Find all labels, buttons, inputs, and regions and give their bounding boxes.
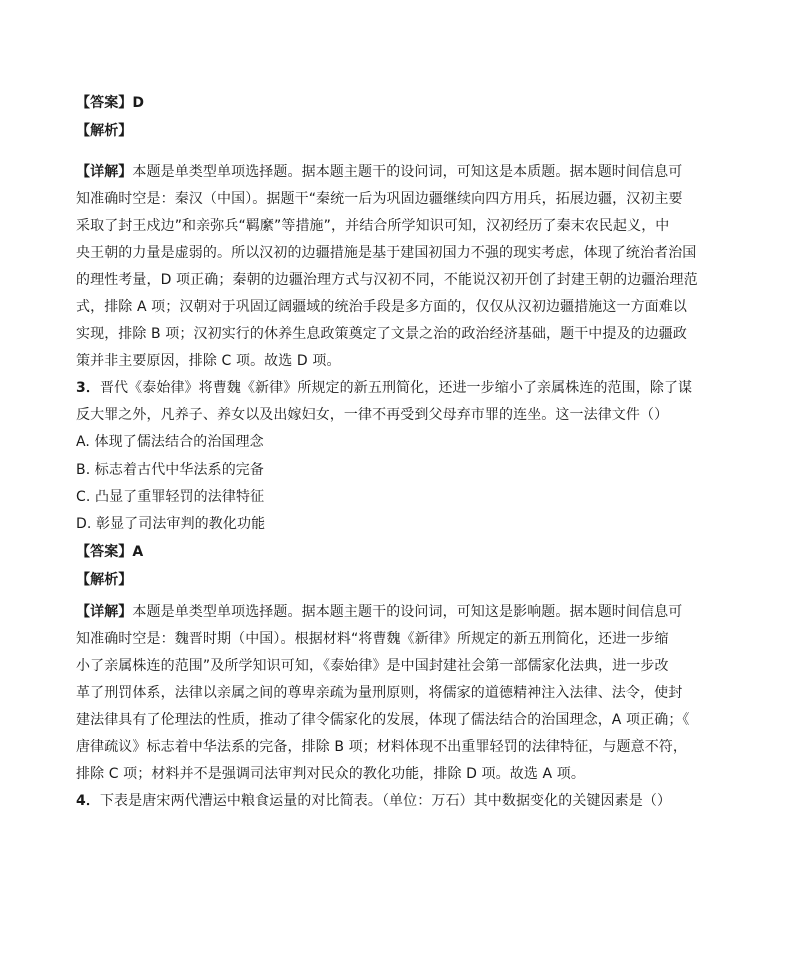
q3-answer <box>76 542 716 562</box>
q3-detail-line-3: 小了亲属株连的范围”及所学知识可知，《泰始律》是中国封建社会第一部儒家化法典，进一步改 <box>76 658 669 674</box>
q2-detail-line-3: 采取了封王戍边”和亲弥兵“羁縻”等措施”，并结合所学知识可知，汉初经历了秦末农民起义，中 <box>76 218 670 234</box>
q4-stem: 4．下表是唐宋两代漕运中粮食运量的对比简表。（单位：万石）其中数据变化的关键因素是（） <box>76 793 672 809</box>
q3-option-d: D. 彰显了司法审判的教化功能 <box>76 516 266 532</box>
q2-detail-line-8: 策并非主要原因，排除 C 项。故选 D 项。 <box>76 353 341 369</box>
q3-stem-line-1: 3．晋代《泰始律》将曹魏《新律》所规定的新五刑简化，还进一步缩小了亲属株连的范围，除了谋 <box>76 380 693 396</box>
q2-answer <box>76 93 716 113</box>
answer-label: 【答案】 <box>76 544 133 560</box>
q2-detail-line-7: 实现，排除 B 项；汉初实行的休养生息政策奠定了文景之治的政治经济基础，题干中提及的边疆政 <box>76 326 688 342</box>
answer-value: D <box>132 95 145 111</box>
q3-detail-line-7: 排除 C 项；材料并不是强调司法审判对民众的教化功能，排除 D 项。故选 A 项。 <box>76 766 585 782</box>
detail-label: 【详解】 <box>76 164 133 180</box>
answer-value: A <box>132 544 144 560</box>
q3-detail-line-1: 【详解】本题是单类型单项选择题。据本题主题干的设问词，可知这是影响题。据本题时间信息可 <box>76 604 683 620</box>
q3-option-b: B. 标志着古代中华法系的完备 <box>76 462 265 478</box>
q2-detail-line-4: 央王朝的力量是虚弱的。所以汉初的边疆措施是基于建国初国力不强的现实考虑，体现了统治者治国 <box>76 245 697 261</box>
q2-detail-line-5: 的理性考量，D 项正确；秦朝的边疆治理方式与汉初不同，不能说汉初开创了封建王朝的边疆治理范 <box>76 272 698 288</box>
q2-detail-line-1: 【详解】本题是单类型单项选择题。据本题主题干的设问词，可知这是本质题。据本题时间信息可 <box>76 164 683 180</box>
question-number: 3． <box>76 380 100 396</box>
q3-detail-line-2: 知准确时空是：魏晋时期（中国）。根据材料“将曹魏《新律》所规定的新五刑简化，还进一步缩 <box>76 631 669 647</box>
q3-analysis-label: 【解析】 <box>76 572 133 588</box>
q3-stem-line-2: 反大罪之外，凡养子、养女以及出嫁妇女，一律不再受到父母弃市罪的连坐。这一法律文件（） <box>76 407 669 423</box>
q3-detail-line-5: 建法律具有了伦理法的性质，推动了律令儒家化的发展，体现了儒法结合的治国理念，A 项正确；《 <box>76 712 690 728</box>
q3-detail-line-6: 唐律疏议》标志着中华法系的完备，排除 B 项；材料体现不出重罪轻罚的法律特征，与题意不符， <box>76 739 688 755</box>
q2-detail-line-6: 式，排除 A 项；汉朝对于巩固辽阔疆域的统治手段是多方面的，仅仅从汉初边疆措施这一方面难以 <box>76 299 687 315</box>
q2-analysis-label: 【解析】 <box>76 123 133 139</box>
detail-label: 【详解】 <box>76 604 133 620</box>
answer-label: 【答案】 <box>76 95 133 111</box>
q3-option-a: A. 体现了儒法结合的治国理念 <box>76 434 264 450</box>
q3-detail-line-4: 革了刑罚体系，法律以亲属之间的尊卑亲疏为量刑原则，将儒家的道德精神注入法律、法令，使封 <box>76 685 683 701</box>
q3-option-c: C. 凸显了重罪轻罚的法律特征 <box>76 489 265 505</box>
q2-detail-line-2: 知准确时空是：秦汉（中国）。据题干“秦统一后为巩固边疆继续向四方用兵，拓展边疆，汉初主要 <box>76 191 683 207</box>
question-number: 4． <box>76 793 100 809</box>
